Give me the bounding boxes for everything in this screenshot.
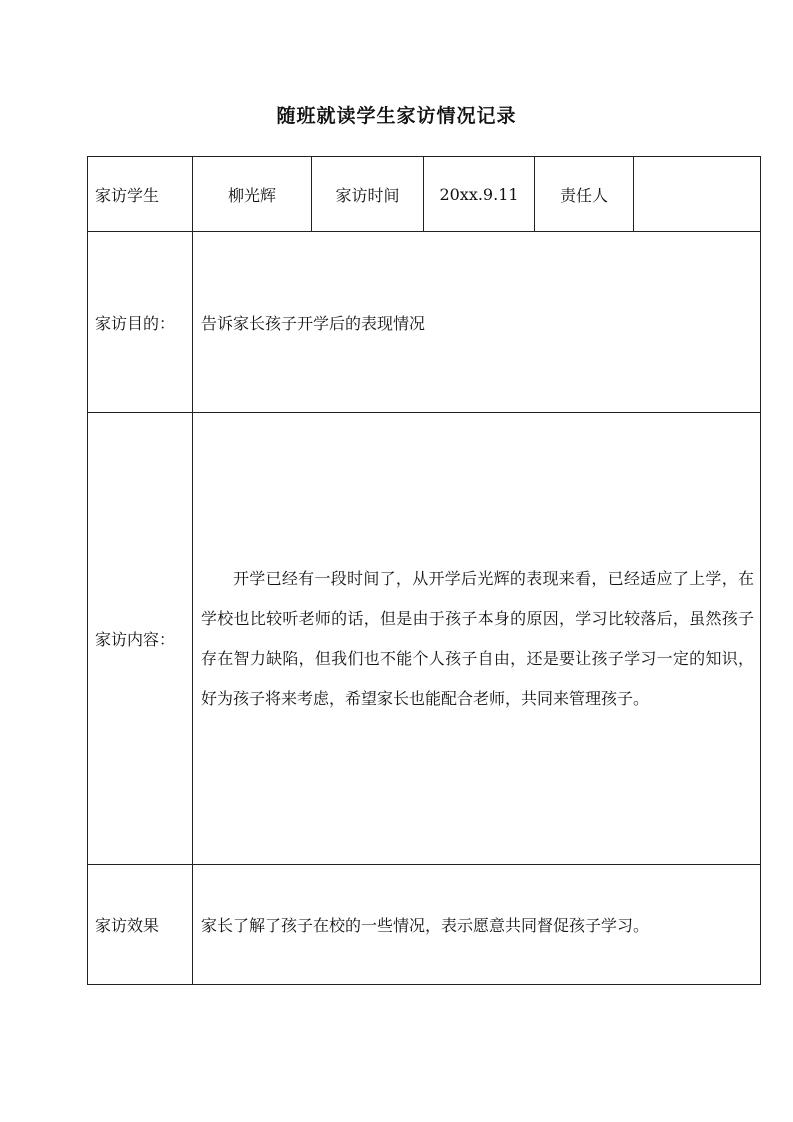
time-value: 20xx.9.11 — [424, 157, 535, 232]
header-row — [88, 157, 761, 232]
time-label: 家访时间 — [312, 157, 424, 232]
purpose-text: 告诉家长孩子开学后的表现情况 — [193, 232, 761, 413]
content-row — [88, 413, 761, 865]
content-label: 家访内容： — [88, 413, 193, 865]
effect-row — [88, 865, 761, 985]
content-text: 开学已经有一段时间了，从开学后光辉的表现来看，已经适应了上学，在学校也比较听老师的话，但是由于孩子本身的原因，学习比较落后，虽然孩子存在智力缺陷，但我们也不能个人孩子自由，还是要让孩子学习一定的知识，好为孩子将来考虑，希望家长也能配合老师，共同来管理孩子。 — [201, 568, 754, 708]
effect-text: 家长了解了孩子在校的一些情况，表示愿意共同督促孩子学习。 — [193, 865, 761, 985]
purpose-label: 家访目的： — [88, 232, 193, 413]
responsible-value — [634, 157, 761, 232]
content-cell — [193, 413, 761, 865]
effect-label: 家访效果 — [88, 865, 193, 985]
responsible-label: 责任人 — [535, 157, 634, 232]
student-label: 家访学生 — [88, 157, 193, 232]
purpose-row — [88, 232, 761, 413]
student-name: 柳光辉 — [193, 157, 312, 232]
visit-record-table — [87, 156, 761, 985]
page-title: 随班就读学生家访情况记录 — [276, 105, 517, 127]
